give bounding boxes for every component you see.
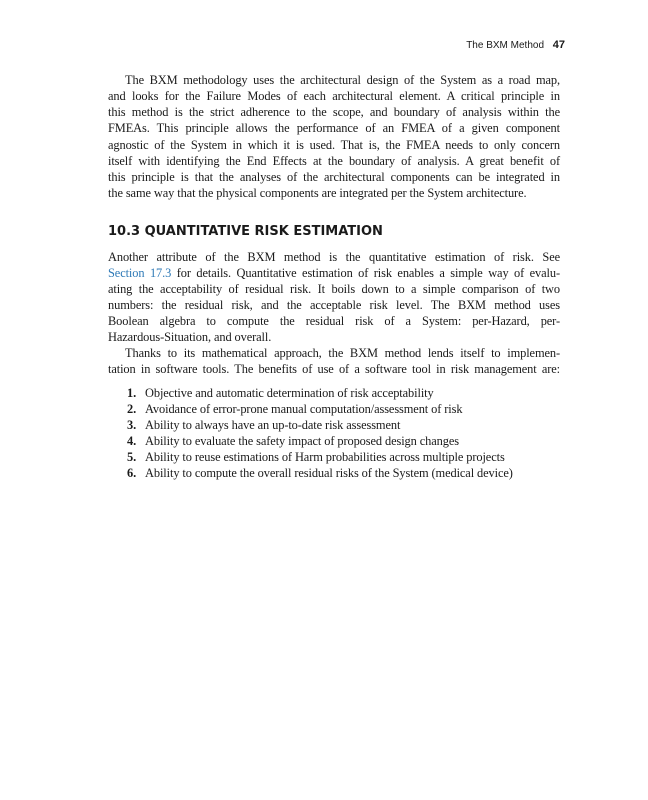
list-number: 3. — [127, 418, 137, 432]
list-text: Ability to reuse estimations of Harm probabilities across multiple projects — [145, 450, 505, 464]
text-line-rest: for details. Quantitative estimation of risk enables a simple way of evalu- — [171, 266, 560, 280]
list-item — [127, 449, 505, 465]
text-line: agnostic of the System in which it is used. That is, the FMEA needs to only concern — [108, 138, 560, 152]
text-line: and looks for the Failure Modes of each architectural element. A critical principle in — [108, 89, 560, 103]
list-number: 2. — [127, 402, 137, 416]
list-text: Ability to evaluate the safety impact of proposed design changes — [145, 434, 459, 448]
page-number: 47 — [552, 39, 565, 51]
text-line: tation in software tools. The benefits of use of a software tool in risk management are: — [108, 362, 560, 376]
text-line — [108, 265, 560, 281]
text-line: Hazardous-Situation, and overall. — [108, 330, 272, 344]
list-number: 4. — [127, 434, 137, 448]
list-number: 1. — [127, 386, 137, 400]
list-item — [127, 433, 459, 449]
list-item — [127, 417, 400, 433]
list-text: Avoidance of error-prone manual computation/assessment of risk — [145, 402, 463, 416]
section-link[interactable]: Section 17.3 — [108, 266, 172, 280]
running-title: The BXM Method — [466, 40, 544, 51]
text-line: Another attribute of the BXM method is the quantitative estimation of risk. See — [108, 250, 560, 264]
text-line: this method is the strict adherence to the scope, and boundary of analysis within the — [108, 105, 560, 119]
text-line: itself with identifying the End Effects at the boundary of analysis. A great benefit of — [108, 154, 560, 168]
section-heading: 10.3 QUANTITATIVE RISK ESTIMATION — [108, 224, 383, 239]
list-text: Objective and automatic determination of risk acceptability — [145, 386, 434, 400]
list-text: Ability to always have an up-to-date risk assessment — [145, 418, 401, 432]
text-line: Boolean algebra to compute the residual risk of a System: per-Hazard, per- — [108, 314, 560, 328]
text-line: FMEAs. This principle allows the performance of an FMEA of a given component — [108, 121, 560, 135]
list-item — [127, 465, 513, 481]
list-number: 5. — [127, 450, 137, 464]
text-line: the same way that the physical components are integrated per the System architecture. — [108, 186, 527, 200]
text-line: Thanks to its mathematical approach, the BXM method lends itself to implemen- — [125, 346, 560, 360]
text-line: The BXM methodology uses the architectural design of the System as a road map, — [125, 73, 560, 87]
list-item — [127, 401, 462, 417]
text-line: numbers: the residual risk, and the acceptable risk level. The BXM method uses — [108, 298, 560, 312]
text-line: ating the acceptability of residual risk. It boils down to a simple comparison of two — [108, 282, 560, 296]
list-item — [127, 385, 434, 401]
list-text: Ability to compute the overall residual risks of the System (medical device) — [145, 466, 513, 480]
text-line: this principle is that the analyses of the architectural components can be integrated in — [108, 170, 560, 184]
list-number: 6. — [127, 466, 137, 480]
